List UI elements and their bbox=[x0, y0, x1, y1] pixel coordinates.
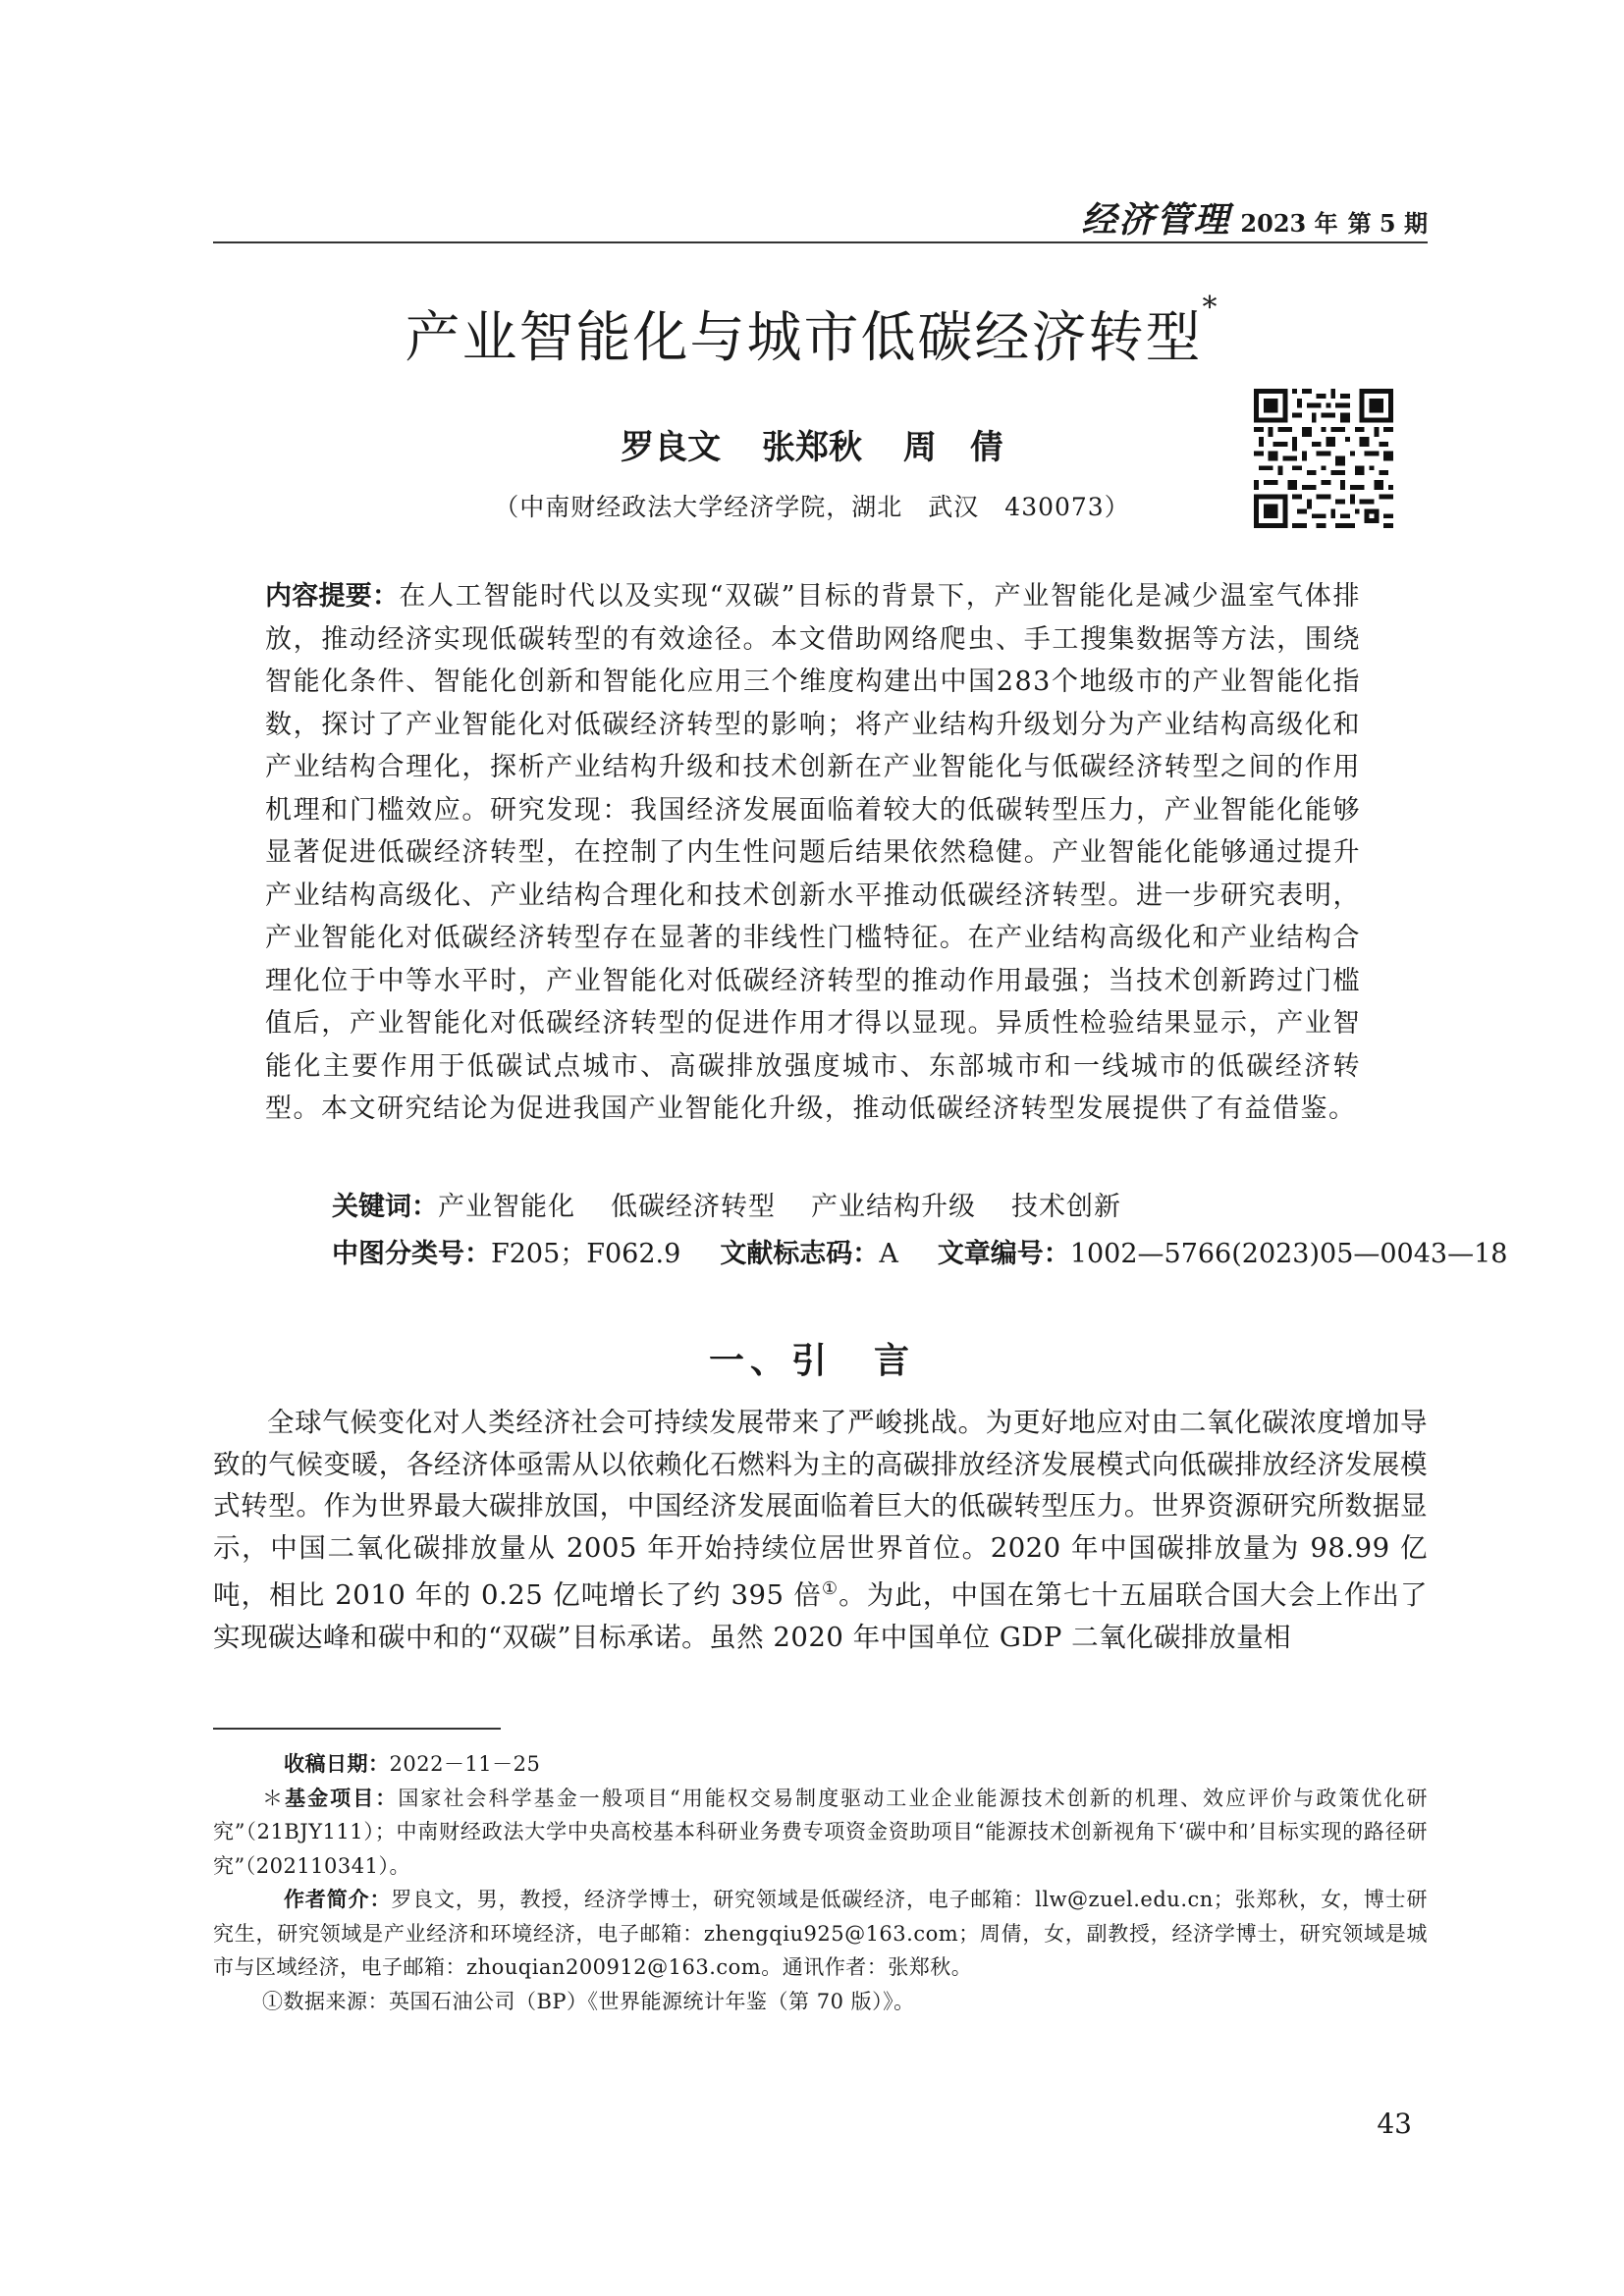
footnote-1: ①数据来源：英国石油公司（BP）《世界能源统计年鉴（第 70 版）》。 bbox=[262, 1989, 915, 2013]
author-3: 周 倩 bbox=[902, 428, 1003, 467]
body-text-part-1: 全球气候变化对人类经济社会可持续发展带来了严峻挑战。为更好地应对由二氧化碳浓度增加导致的气候变暖，各经济体亟需从以依赖化石燃料为主的高碳排放经济发展模式向低碳排放经济发展模式转型。作为世界最大碳排放国，中国经济发展面临着巨大的低碳转型压力。世界资源研究所数据显示，中国二氧化碳排放量从 2005 年开始持续位居世界首位。2020 年中国碳排放量为 98.99 亿吨，相比 2010 年的 0.25 亿吨增长了约 395 倍 bbox=[213, 1407, 1428, 1612]
title-footnote-mark: * bbox=[1202, 291, 1219, 325]
footnote-reference[interactable]: ① bbox=[821, 1578, 839, 1599]
body-paragraph bbox=[213, 1402, 1428, 1658]
keyword-item: 低碳经济转型 bbox=[611, 1192, 776, 1222]
keywords-label: 关键词： bbox=[332, 1192, 438, 1222]
qr-code-icon bbox=[1254, 389, 1393, 528]
author-intro-value: 罗良文，男，教授，经济学博士，研究领域是低碳经济，电子邮箱：llw@zuel.edu.cn；张郑秋，女，博士研究生，研究领域是产业经济和环境经济，电子邮箱：zhengqiu925@163.com；周倩，女，副教授，经济学博士，研究领域是城市与区域经济，电子邮箱：zhouqian200912@163.com。通讯作者：张郑秋。 bbox=[213, 1888, 1429, 1979]
section-heading: 一、引 言 bbox=[708, 1340, 915, 1381]
header-rule bbox=[213, 241, 1428, 243]
clc-label: 中图分类号： bbox=[332, 1239, 491, 1269]
abstract bbox=[265, 575, 1361, 1131]
article-number bbox=[938, 1239, 1508, 1269]
journal-header bbox=[1081, 192, 1428, 242]
body-text-part-2: 。为此，中国在第七十五届联合国大会上作出了实现碳达峰和碳中和的“双碳”目标承诺。虽然 2020 年中国单位 GDP 二氧化碳排放量相 bbox=[213, 1579, 1429, 1653]
footnotes bbox=[213, 1747, 1428, 2018]
fund-label: 基金项目： bbox=[285, 1786, 399, 1810]
classification-line bbox=[332, 1232, 1507, 1270]
article-title bbox=[0, 291, 1624, 373]
footnote-rule bbox=[213, 1728, 501, 1730]
received-label: 收稿日期： bbox=[284, 1752, 390, 1776]
footnote-authors bbox=[213, 1883, 1428, 1985]
document-code bbox=[720, 1239, 898, 1269]
journal-year: 2023 年 bbox=[1240, 209, 1338, 238]
fund-mark: ＊ bbox=[262, 1786, 286, 1810]
keyword-item: 技术创新 bbox=[1011, 1192, 1121, 1222]
clc-code bbox=[332, 1239, 680, 1269]
author-affiliation: （中南财经政法大学经济学院，湖北 武汉 430073） bbox=[494, 493, 1130, 521]
footnote-fund bbox=[213, 1782, 1428, 1884]
document-code-label: 文献标志码： bbox=[720, 1239, 880, 1269]
article-number-value: 1002—5766(2023)05—0043—18 bbox=[1069, 1239, 1508, 1269]
journal-name: 经济管理 bbox=[1081, 200, 1231, 240]
author-2: 张郑秋 bbox=[762, 428, 862, 467]
document-code-value: A bbox=[879, 1239, 898, 1269]
clc-value: F205；F062.9 bbox=[491, 1239, 681, 1269]
author-1: 罗良文 bbox=[621, 428, 722, 467]
keyword-item: 产业智能化 bbox=[438, 1192, 575, 1222]
page-number: 43 bbox=[1377, 2108, 1412, 2140]
author-intro-label: 作者简介： bbox=[284, 1888, 392, 1911]
received-value: 2022－11－25 bbox=[389, 1752, 541, 1776]
abstract-text: 在人工智能时代以及实现“双碳”目标的背景下，产业智能化是减少温室气体排放，推动经济实现低碳转型的有效途径。本文借助网络爬虫、手工搜集数据等方法，围绕智能化条件、智能化创新和智能化应用三个维度构建出中国283个地级市的产业智能化指数，探讨了产业智能化对低碳经济转型的影响；将产业结构升级划分为产业结构高级化和产业结构合理化，探析产业结构升级和技术创新在产业智能化与低碳经济转型之间的作用机理和门槛效应。研究发现：我国经济发展面临着较大的低碳转型压力，产业智能化能够显著促进低碳经济转型，在控制了内生性问题后结果依然稳健。产业智能化能够通过提升产业结构高级化、产业结构合理化和技术创新水平推动低碳经济转型。进一步研究表明，产业智能化对低碳经济转型存在显著的非线性门槛特征。在产业结构高级化和产业结构合理化位于中等水平时，产业智能化对低碳经济转型的推动作用最强；当技术创新跨过门槛值后，产业智能化对低碳经济转型的促进作用才得以显现。异质性检验结果显示，产业智能化主要作用于低碳试点城市、高碳排放强度城市、东部城市和一线城市的低碳经济转型。本文研究结论为促进我国产业智能化升级，推动低碳经济转型发展提供了有益借鉴。 bbox=[265, 581, 1362, 1124]
keyword-item: 产业结构升级 bbox=[811, 1192, 976, 1222]
fund-value: 国家社会科学基金一般项目“用能权交易制度驱动工业企业能源技术创新的机理、效应评价与政策优化研究”（21BJY111）；中南财经政法大学中央高校基本科研业务费专项资金资助项目“能源技术创新视角下‘碳中和’目标实现的路径研究”（202110341）。 bbox=[213, 1786, 1429, 1878]
keywords bbox=[332, 1185, 1157, 1223]
abstract-label: 内容提要： bbox=[265, 581, 400, 612]
article-number-label: 文章编号： bbox=[937, 1239, 1070, 1269]
footnote-received bbox=[213, 1747, 1428, 1782]
article-title-text: 产业智能化与城市低碳经济转型 bbox=[405, 306, 1203, 370]
journal-issue: 第 5 期 bbox=[1347, 209, 1428, 238]
